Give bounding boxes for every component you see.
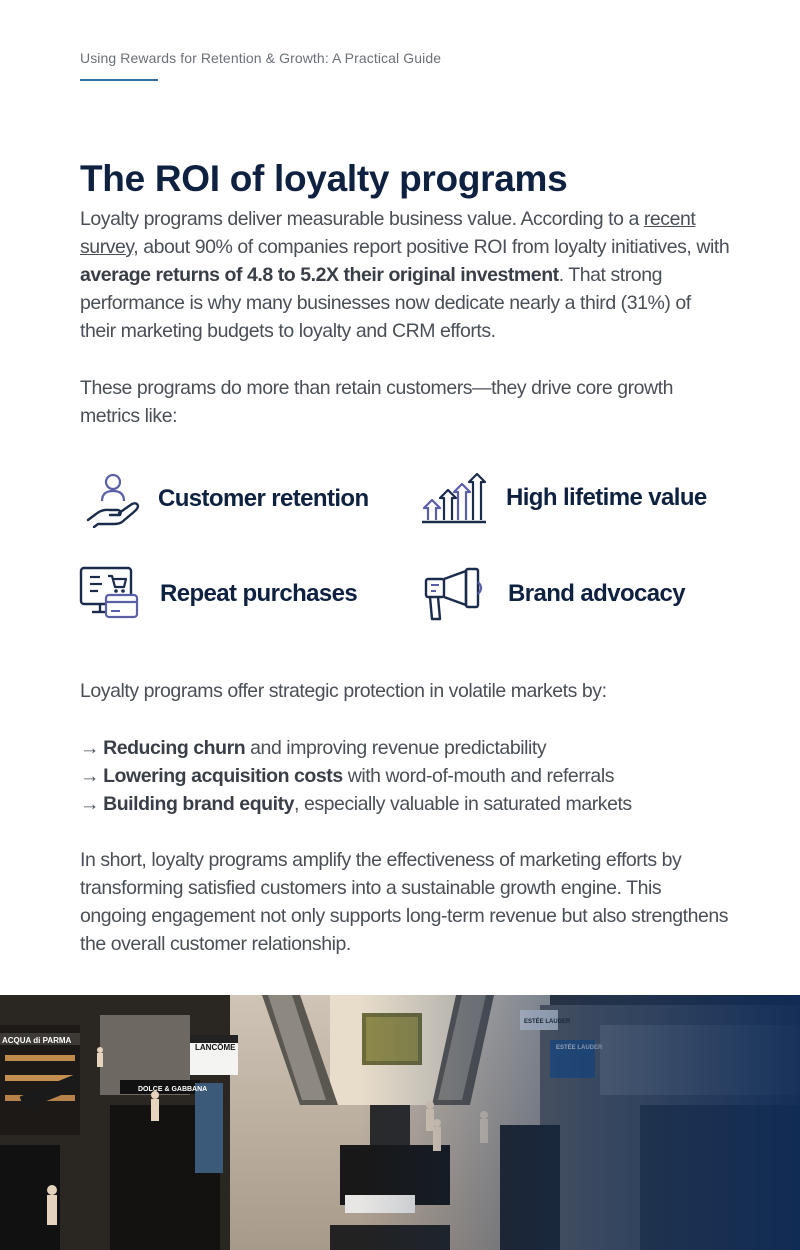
growth-arrows-icon <box>420 470 488 526</box>
store-interior-photo <box>0 995 800 1250</box>
arrow-icon: → <box>80 765 100 787</box>
arrow-icon: → <box>80 737 100 759</box>
metric-label: High lifetime value <box>506 484 707 511</box>
intro-paragraph <box>80 205 730 345</box>
metric-customer-retention <box>80 470 369 528</box>
metric-high-lifetime-value <box>420 470 707 526</box>
list-item <box>80 790 632 818</box>
protection-intro: Loyalty programs offer strategic protection in volatile markets by: <box>80 680 607 702</box>
megaphone-icon <box>422 565 488 623</box>
header-rule <box>80 79 158 81</box>
intro-text-2: , about 90% of companies report positive ROI from loyalty initiatives, with <box>133 236 730 258</box>
intro-highlight: average returns of 4.8 to 5.2X their original investment <box>80 264 559 286</box>
benefit-bold: Reducing churn <box>103 737 246 759</box>
shopping-card-icon <box>78 565 140 623</box>
benefit-text: and improving revenue predictability <box>245 737 547 759</box>
benefit-text: with word-of-mouth and referrals <box>342 765 614 787</box>
list-item <box>80 762 632 790</box>
benefit-bold: Building brand equity <box>103 793 295 815</box>
store-scene <box>0 995 800 1250</box>
metric-label: Repeat purchases <box>160 580 358 607</box>
metric-label: Customer retention <box>158 485 369 512</box>
list-item <box>80 734 632 762</box>
arrow-icon: → <box>80 793 100 815</box>
intro-text-3: . That strong performance is why many businesses now dedicate nearly a third (31%) of their marketing budgets to loyalty and CRM efforts. <box>80 264 691 342</box>
benefit-bold: Lowering acquisition costs <box>103 765 343 787</box>
running-title: Using Rewards for Retention & Growth: A Practical Guide <box>80 50 442 66</box>
metric-label: Brand advocacy <box>508 580 686 607</box>
benefits-list <box>80 734 632 818</box>
metric-brand-advocacy <box>422 565 685 623</box>
metrics-intro: These programs do more than retain customers—they drive core growth metrics like: <box>80 377 674 427</box>
benefit-text: , especially valuable in saturated markets <box>294 793 632 815</box>
page-title: The ROI of loyalty programs <box>80 158 568 199</box>
intro-text-1: Loyalty programs deliver measurable business value. According to a <box>80 208 644 230</box>
metric-repeat-purchases <box>78 565 357 623</box>
conclusion-paragraph: In short, loyalty programs amplify the effectiveness of marketing efforts by transforming satisfied customers into a sustainable growth engine. This ongoing engagement not only supports long-term revenue but also strengthens the overall customer relationship. <box>80 849 729 955</box>
hand-person-icon <box>80 470 142 528</box>
survey-link[interactable]: recent survey <box>80 208 696 258</box>
